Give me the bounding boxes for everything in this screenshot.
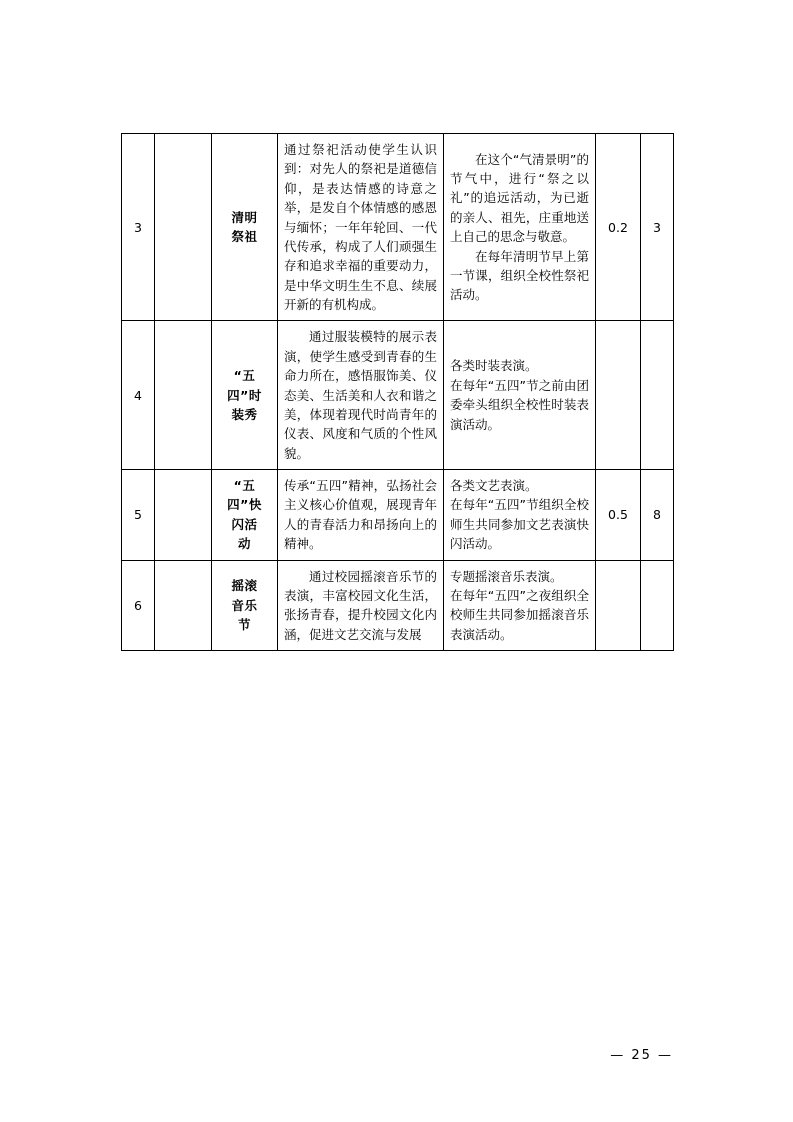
row-implementation-text: 在每年“五四”节之前由团委牵头组织全校性时装表演活动。 [450,377,589,432]
row-name-line: 四”快 [227,497,262,513]
row-hours [641,321,674,470]
row-description [278,134,444,321]
row-description [278,321,444,470]
row-name [212,560,278,651]
row-name-line: “五 [233,478,256,493]
row-hours [641,560,674,651]
row-description-text: 通过校园摇滚音乐节的表演，丰富校园文化生活，张扬青春，提升校园文化内涵，促进文艺交流与发展 [284,568,437,642]
row-credit [596,321,641,470]
page-number: — 25 — [610,1048,673,1063]
row-index: 4 [122,321,155,470]
table-row [122,321,674,470]
row-index: 5 [122,470,155,561]
row-category [155,470,212,561]
row-name-line: 动 [237,536,251,552]
row-name [212,470,278,561]
row-credit: 0.2 [596,134,641,321]
row-implementation-text: 专题摇滚音乐表演。 [450,568,563,584]
row-description-text: 传承“五四”精神，弘扬社会主义核心价值观，展现青年人的青春活力和昂扬向上的精神。 [284,478,437,552]
row-description [278,560,444,651]
row-category [155,560,212,651]
row-description-text: 通过服装模特的展示表演，使学生感受到青春的生命力所在，感悟服饰美、仪态美、生活美和人衣和谐之美，体现着现代时尚青年的仪表、风度和气质的个性风貌。 [284,329,437,461]
row-name-line: 清明 [231,209,258,225]
activity-table [121,133,674,651]
row-implementation-text: 各类文艺表演。 [450,478,538,493]
table-row [122,470,674,561]
row-name-line: 音乐 [231,597,258,613]
row-description [278,470,444,561]
row-implementation [444,321,596,470]
row-implementation-text: 在每年“五四”之夜组织全校师生共同参加摇滚音乐表演活动。 [450,587,589,642]
row-implementation-text: 在这个“气清景明”的节气中，进行“祭之以礼”的追远活动，为已逝的亲人、祖先，庄重地送上自己的思念与敬意。 [450,151,589,245]
row-name-line: 装秀 [231,406,258,422]
table-row [122,134,674,321]
row-name-line: “五 [233,368,256,384]
row-name-line: 摇滚 [231,578,258,594]
row-name-line: 祭祖 [231,229,258,245]
row-index: 6 [122,560,155,651]
row-category [155,321,212,470]
row-implementation-text: 在每年清明节早上第一节课，组织全校性祭祀活动。 [450,248,589,303]
row-implementation [444,560,596,651]
row-name [212,134,278,321]
row-implementation-text: 各类时装表演。 [450,358,538,374]
row-name-line: 四”时 [227,387,262,403]
row-description-text: 通过祭祀活动使学生认识到：对先人的祭祀是道德信仰，是表达情感的诗意之举，是发自个体情感的感恩与缅怀；一年年轮回、一代代传承，构成了人们顽强生存和追求幸福的重要动力，是中华文明生生不息、续展开新的有机构成。 [284,142,437,312]
row-name [212,321,278,470]
row-credit: 0.5 [596,470,641,561]
row-category [155,134,212,321]
row-index: 3 [122,134,155,321]
row-name-line: 闪活 [231,516,258,532]
row-implementation-text: 在每年“五四”节组织全校师生共同参加文艺表演快闪活动。 [450,497,589,552]
row-credit [596,560,641,651]
row-implementation [444,470,596,561]
row-hours: 8 [641,470,674,561]
row-hours: 3 [641,134,674,321]
row-name-line: 节 [237,616,251,632]
table-row [122,560,674,651]
row-implementation [444,134,596,321]
